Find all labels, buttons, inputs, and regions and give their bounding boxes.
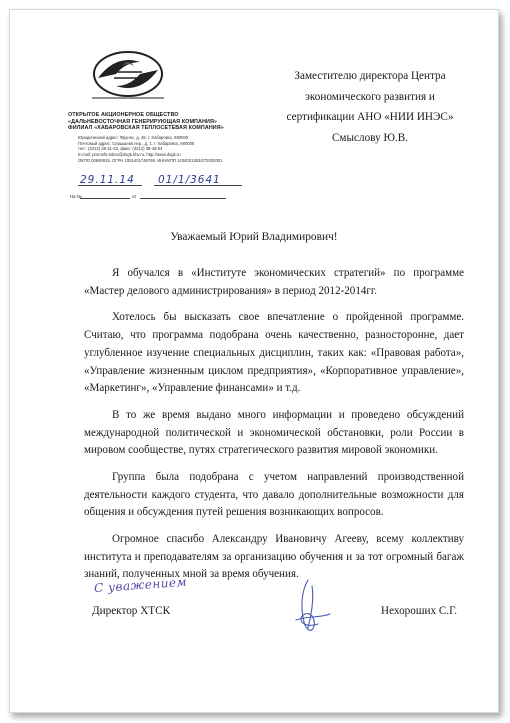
contact-line: тел.: (4212) 38-41-53, факс: (4212) 38-48-54 [78, 146, 163, 152]
greeting: Уважаемый Юрий Владимирович! [170, 231, 338, 243]
body-paragraph: В то же время выдано много информации и проведено обсуждений международной политической и экономической обстановки, роли России в мировом сообществе, путях стратегического развития мировой экономики. [84, 408, 464, 457]
contact-line: Юридический адрес: Фрунзе, д. 49, г. Хабаровск, 680000 [78, 135, 189, 140]
contact-line: ОКПО 00690915, ОГРН 1051401746769, ИНН/КПП 1434031363/272002001 [78, 157, 223, 163]
handwritten-closing: С уважением [93, 574, 188, 596]
letter-page [9, 9, 499, 713]
signatory-name: Нехороших С.Г. [381, 605, 458, 617]
ref-of-label: от [132, 194, 137, 199]
letter-body [84, 265, 464, 596]
registration-date: 29.11.14 [80, 174, 135, 186]
underline [140, 198, 226, 199]
signatory-title: Директор ХТСК [92, 605, 171, 617]
underline [80, 198, 130, 199]
ref-label: На № [70, 194, 82, 199]
registration-number: 01/1/3641 [158, 174, 221, 186]
contact-line: E-mail: promsfo-inbox@dvgk.khv.ru, http://www.dvgk.ru [78, 152, 181, 158]
addressee-block [280, 66, 460, 148]
body-paragraph: Хотелось бы высказать свое впечатление о пройденной программе. Считаю, что программа подобрана очень качественно, разносторонне, дает углубленное изучение специальных дисциплин, таких как: «Правовая работа», «Управление жизненным циклом предприятия», «Корпоративное управление», «Маркетинг», «Управление финансами» и т.д. [84, 311, 464, 395]
underline [154, 185, 242, 186]
underline [78, 185, 142, 186]
org-line: «ДАЛЬНЕВОСТОЧНАЯ ГЕНЕРИРУЮЩАЯ КОМПАНИЯ» [68, 118, 218, 125]
org-line: ОТКРЫТОЕ АКЦИОНЕРНОЕ ОБЩЕСТВО [68, 112, 179, 118]
organization-name [68, 112, 248, 132]
org-line: ФИЛИАЛ «ХАБАРОВСКАЯ ТЕПЛОСЕТЕВАЯ КОМПАНИЯ» [68, 125, 224, 132]
handwritten-signature [278, 576, 338, 638]
company-logo [86, 48, 170, 106]
body-paragraph: Огромное спасибо Александру Ивановичу Агееву, всему коллективу института и преподавателям за организацию обучения и за тот огромный багаж знаний, полученных мной за время обучения. [84, 532, 464, 581]
addressee-line: Заместителю директора Центра [294, 70, 446, 82]
contact-line: Почтовый адрес: Серышева пер., д. 1, г. Хабаровск, 680000 [78, 140, 195, 146]
contact-block [78, 135, 248, 164]
body-paragraph: Группа была подобрана с учетом направлений производственной деятельности каждого студента, что давало дополнительные возможности для общения и обсуждения путей решения возникающих вопросов. [84, 470, 464, 519]
addressee-line: экономического развития и [305, 90, 435, 103]
reference-line [70, 194, 250, 199]
addressee-line: Смыслову Ю.В. [331, 131, 409, 144]
body-paragraph: Я обучался в «Институте экономических стратегий» по программе «Мастер делового администрирования» в период 2012-2014гг. [84, 267, 464, 297]
registration-line [74, 174, 244, 188]
addressee-line: сертификации АНО «НИИ ИНЭС» [286, 111, 454, 124]
